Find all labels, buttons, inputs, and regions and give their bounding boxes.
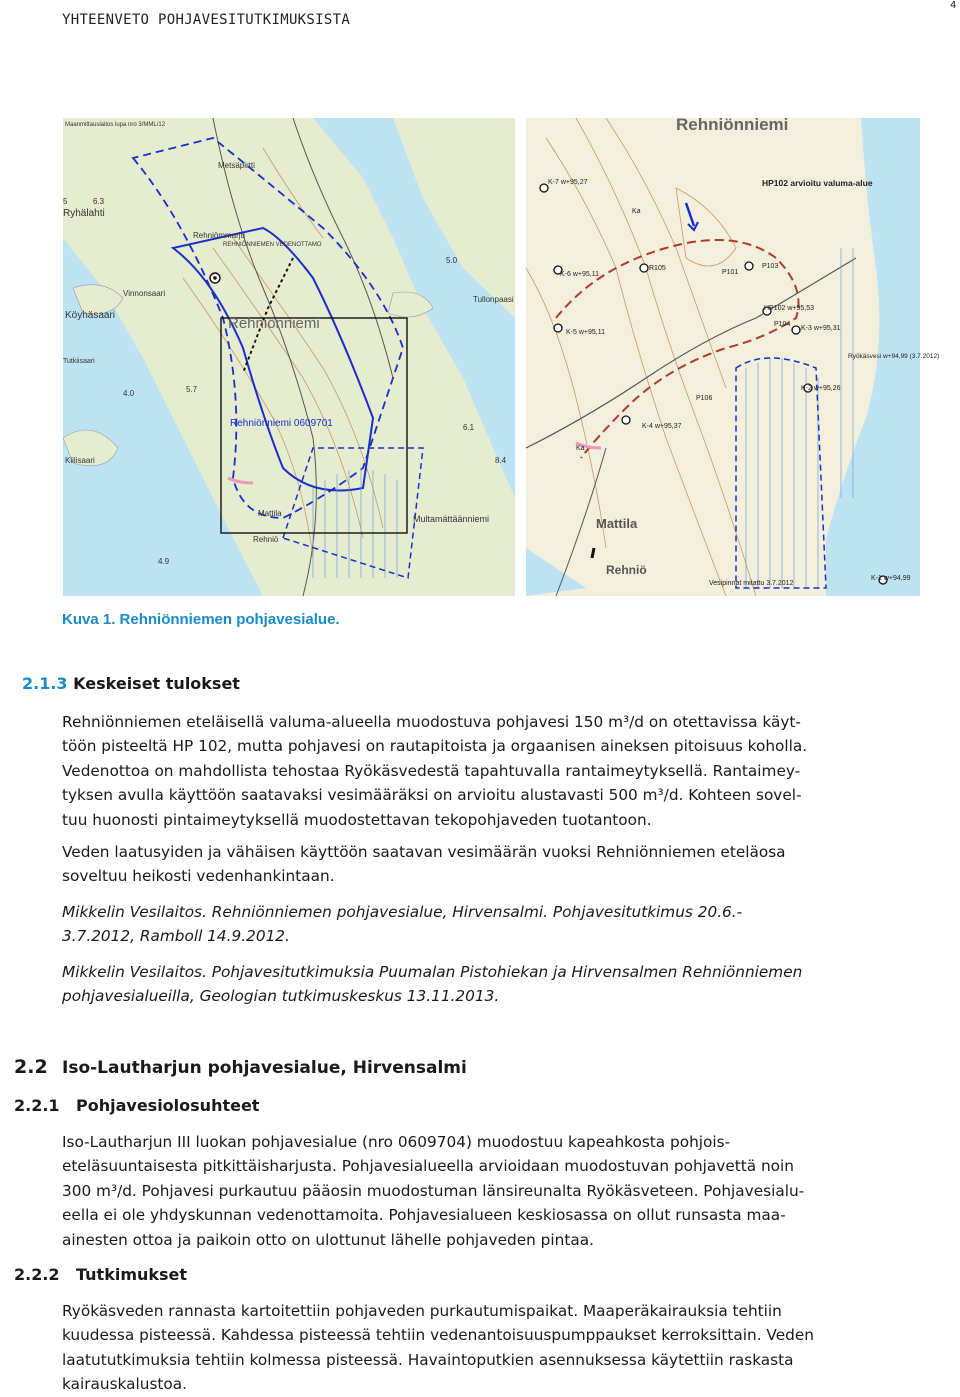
map-right-point: P106 [696, 395, 713, 402]
text-line: Mikkelin Vesilaitos. Pohjavesitutkimuksia Puumalan Pistohiekan ja Hirvensalmen Rehniönniemen [62, 963, 803, 981]
map-left-depth: 4.0 [123, 389, 135, 398]
map-right-point: P104 [774, 321, 791, 328]
map-left-drawing [63, 118, 515, 596]
map-left [63, 118, 515, 596]
map-left-label: REHNIÖNNIEMEN VEDENOTTAMO [223, 242, 322, 248]
section-heading-2-2-2 [14, 1265, 187, 1284]
map-right-drawing [526, 115, 940, 596]
map-left-depth: 6.3 [93, 197, 105, 206]
text-line: eteläsuuntaisesta pitkittäisharjusta. Pohjavesialueella arvioidaan muodostuvan pohjavettä noin [62, 1157, 794, 1176]
section-number: 2.2 [14, 1056, 48, 1078]
text-line: soveltuu heikosti vedenhankintaan. [62, 867, 335, 886]
map-left-label: Tutkiisaari [63, 358, 95, 365]
text-line: Vedenottoa on mahdollista tehostaa Ryökäsvedestä tapahtuvalla rantaimeytyksellä. Rantaimey- [62, 761, 801, 780]
section-title: Tutkimukset [76, 1265, 188, 1284]
map-left-label: Köyhäsaari [65, 310, 116, 321]
map-right-point: Vesipinnat mitattu 3.7.2012 [709, 580, 794, 587]
map-right-point: Ka [632, 208, 641, 215]
figure-caption: Kuva 1. Rehniönniemen pohjavesialue. [62, 611, 340, 628]
map-right-point: K-1 w+94,99 [871, 575, 911, 582]
text-line: Ryökäsveden rannasta kartoitettiin pohjaveden purkautumispaikat. Maaperäkairauksia tehtiin [62, 1302, 782, 1320]
running-header: YHTEENVETO POHJAVESITUTKIMUKSISTA [62, 12, 351, 28]
map-left-depth: 5 [63, 197, 68, 206]
map-right-point: K-5 w+95,11 [566, 329, 605, 336]
section-number: 2.2.1 [14, 1096, 60, 1115]
text-line: eella ei ole yhdyskunnan vedenottamoita. Pohjavesialueen keskiosassa on ollut runsasta maa- [62, 1206, 786, 1225]
map-right-point: HP102 w+95,53 [764, 305, 815, 312]
map-right-point: K-3 w+95,31 [801, 325, 841, 332]
text-line: Rehniönniemen eteläisellä valuma-alueella muodostuva pohjavesi 150 m³/d on otettavissa käyt- [62, 713, 801, 731]
map-left-label: Rehniö [253, 535, 279, 544]
map-right [526, 115, 940, 596]
text-line: pohjavesialueilla, Geologian tutkimuskeskus 13.11.2013. [62, 987, 500, 1006]
section-number: 2.1.3 [22, 674, 68, 693]
text-line: Mikkelin Vesilaitos. Rehniönniemen pohjavesialue, Hirvensalmi. Pohjavesitutkimus 20.6.- [62, 903, 743, 921]
section-number: 2.2.2 [14, 1265, 60, 1284]
paragraph-studies [62, 1299, 952, 1397]
paragraph-suitability [62, 840, 952, 889]
text-line: laatututkimuksia tehtiin kolmessa pisteessä. Havaintoputkien asennuksessa käytettiin raskasta [62, 1350, 794, 1369]
text-line: töön pisteeltä HP 102, mutta pohjavesi on rautapitoista ja orgaanisen aineksen pitoisuus koholla. [62, 737, 808, 756]
map-right-title: Rehniönniemi [676, 115, 789, 134]
text-line: 3.7.2012, Ramboll 14.9.2012. [62, 927, 290, 946]
text-line: tuu huonosti pintaimeytyksellä muodostettavan tekopohjaveden tuotantoon. [62, 810, 652, 829]
map-left-label: Rehniönniemi [228, 315, 320, 332]
section-title: Keskeiset tulokset [73, 674, 240, 693]
map-right-point: K-4 w+95,37 [642, 423, 682, 430]
map-left-label: Ryhälahti [63, 208, 105, 219]
section-heading-2-2 [14, 1056, 467, 1078]
paragraph-groundwater [62, 1130, 952, 1252]
paragraph-results [62, 710, 952, 832]
map-right-point: Mattila [596, 516, 638, 531]
map-left-depth: 8.4 [495, 456, 507, 465]
map-left-label: Tullonpaasi [473, 295, 514, 304]
map-left-label: Rehniönniemi 0609701 [230, 418, 333, 429]
section-heading-2-1-3 [22, 674, 240, 693]
map-right-point: P101 [722, 269, 739, 276]
text-line: kairauskalustoa. [62, 1375, 188, 1394]
text-line: Veden laatusyiden ja vähäisen käyttöön saatavan vesimäärän vuoksi Rehniönniemen eteläosa [62, 843, 786, 861]
map-left-label: Vinnonsaari [123, 289, 166, 298]
map-right-point: Rehniö [606, 563, 647, 577]
map-right-point: P103 [762, 263, 779, 270]
map-right-point: Ryökäsvesi w+94,99 (3.7.2012) [848, 353, 940, 360]
text-line: ainesten ottoa ja paikoin otto on ulottunut lähelle pohjaveden pintaa. [62, 1230, 594, 1249]
map-right-point: R105 [649, 265, 666, 272]
map-right-legend: HP102 arvioitu valuma-alue [762, 178, 873, 188]
map-left-depth: 5.7 [186, 385, 198, 394]
map-left-label: Mattila [258, 509, 282, 518]
map-right-point: K-2 w+95,26 [801, 385, 841, 392]
reference-2 [62, 960, 952, 1009]
text-line: kuudessa pisteessä. Kahdessa pisteessä tehtiin vedenantoisuuspumppaukset kerroksittain. Veden [62, 1326, 814, 1345]
map-left-depth: 6.1 [463, 423, 475, 432]
section-title: Pohjavesiolosuhteet [76, 1096, 260, 1115]
map-left-label: Kiilisaari [65, 456, 95, 465]
section-title: Iso-Lautharjun pohjavesialue, Hirvensalmi [62, 1058, 467, 1078]
map-left-depth: 4.9 [158, 557, 170, 566]
map-left-depth: 5.0 [446, 256, 458, 265]
section-heading-2-2-1 [14, 1096, 259, 1115]
map-left-label: Rehniömmarju [193, 231, 246, 240]
map-right-point: K-7 w+95,27 [548, 179, 588, 186]
map-left-label: Metsäpirtti [218, 161, 255, 170]
map-left-label: Multamättäänniemi [413, 514, 490, 524]
text-line: tyksen avulla käyttöön saatavaksi vesimääräksi on arvioitu alustavasti 500 m³/d. Kohteen sovel- [62, 786, 802, 805]
map-right-point: K-6 w+95,11 [560, 271, 599, 278]
page-number: 4 [950, 0, 957, 11]
text-line: 300 m³/d. Pohjavesi purkautuu pääosin muodostuman länsireunalta Ryökäsveteen. Pohjavesialu- [62, 1181, 805, 1200]
map-left-copyright: Maanmittauslaitos lupa nro 3/MML/12 [65, 122, 166, 128]
reference-1 [62, 900, 952, 949]
text-line: Iso-Lautharjun III luokan pohjavesialue (nro 0609704) muodostuu kapeahkosta pohjois- [62, 1133, 731, 1151]
map-right-point: Ka [576, 445, 585, 452]
